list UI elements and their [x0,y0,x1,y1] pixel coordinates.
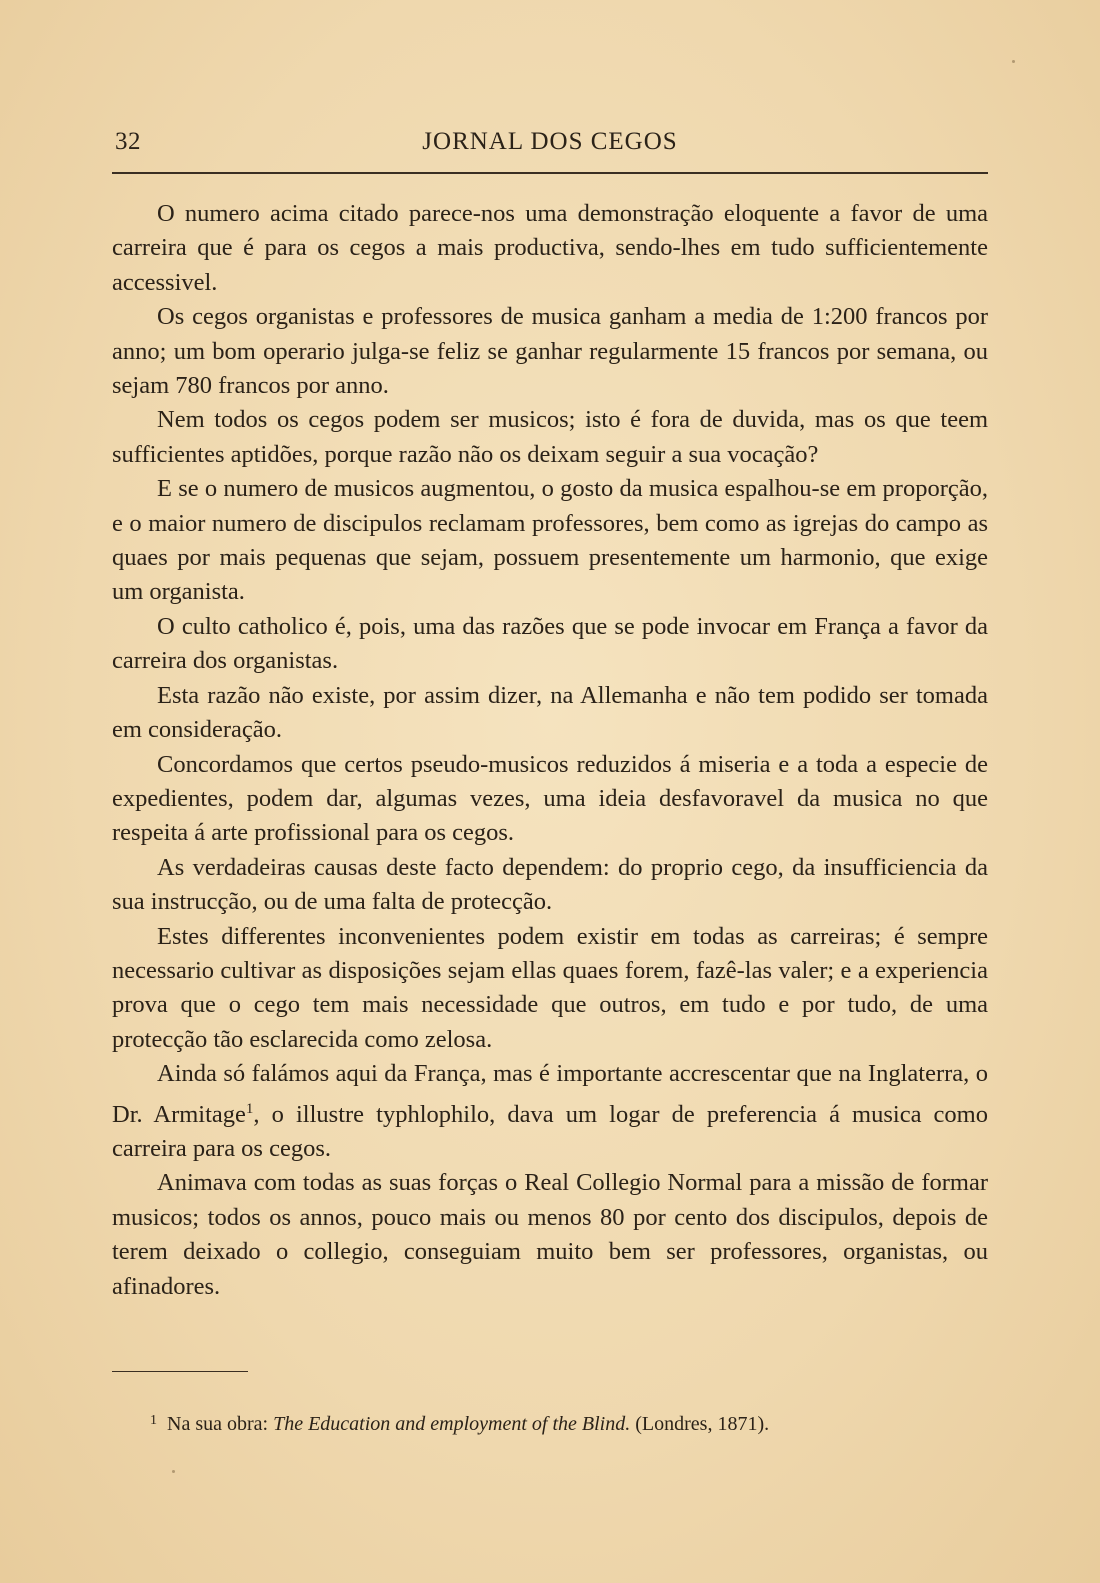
paragraph: As verdadeiras causas deste facto dependem: do proprio cego, da insufficiencia da sua instrucção, ou de uma falta de protecção. [112,853,988,916]
paragraph-last: Animava com todas as suas forças o Real Collegio Normal para a missão de formar musicos; todos os annos, pouco mais ou menos 80 por cento dos discipulos, depois de terem deixado o collegio, conseguiam muito bem ser professores, organistas, ou afinadores. [112,1169,988,1300]
paragraph: Concordamos que certos pseudo-musicos reduzidos á miseria e a toda a especie de expedientes, podem dar, algumas vezes, uma ideia desfavoravel da musica no que respeita á arte profissional para os cegos. [112,750,988,847]
page-header [112,124,988,164]
paragraph: O numero acima citado parece-nos uma demonstração eloquente a favor de uma carreira que é para os cegos a mais productiva, sendo-lhes em tudo sufficientemente accessivel. [112,200,988,296]
running-title: JORNAL DOS CEGOS [422,128,678,155]
footnote [150,1408,950,1437]
paragraph-armitage [112,1057,988,1166]
footnote-book-title: The Education and employment of the Blind. [273,1413,631,1435]
header-rule [112,172,988,174]
paragraph: O culto catholico é, pois, uma das razões que se pode invocar em França a favor da carreira dos organistas. [112,612,988,675]
footnote-marker: 1 [150,1413,157,1428]
paper-speck [172,1470,175,1473]
paragraph: Os cegos organistas e professores de musica ganham a media de 1:200 francos por anno; um bom operario julga-se feliz se ganhar regularmente 15 francos por semana, ou sejam 780 francos por anno. [112,303,988,400]
body-text [112,197,988,1304]
footnote-rule [112,1371,248,1372]
paragraph-armitage-before: Ainda só falámos aqui da França, mas é importante accrescentar que na Inglaterra, o Dr. Armitage [112,1060,988,1128]
paragraph: Esta razão não existe, por assim dizer, na Allemanha e não tem podido ser tomada em consideração. [112,681,988,744]
paragraph: Nem todos os cegos podem ser musicos; isto é fora de duvida, mas os que teem sufficientes aptidões, porque razão não os deixam seguir a sua vocação? [112,406,988,468]
footnote-reference[interactable]: 1 [245,1100,254,1117]
footnote-prefix: Na sua obra: [167,1413,269,1435]
paragraph: Estes differentes inconvenientes podem existir em todas as carreiras; é sempre necessario cultivar as disposições sejam ellas quaes forem, fazê-las valer; e a experiencia prova que o cego tem mais necessidade que outros, em tudo e por tudo, de uma protecção tão esclarecida como zelosa. [112,922,988,1053]
paragraph-armitage-after: , o illustre typhlophilo, dava um logar de preferencia á musica como carreira para os cegos. [112,1100,988,1162]
page-number: 32 [115,128,141,155]
footnote-suffix: (Londres, 1871). [635,1413,770,1435]
paper-speck [1012,60,1015,63]
paragraph: E se o numero de musicos augmentou, o gosto da musica espalhou-se em proporção, e o maior numero de discipulos reclamam professores, bem como as igrejas do campo as quaes por mais pequenas que sejam, possuem presentemente um harmonio, que exige um organista. [112,475,988,606]
